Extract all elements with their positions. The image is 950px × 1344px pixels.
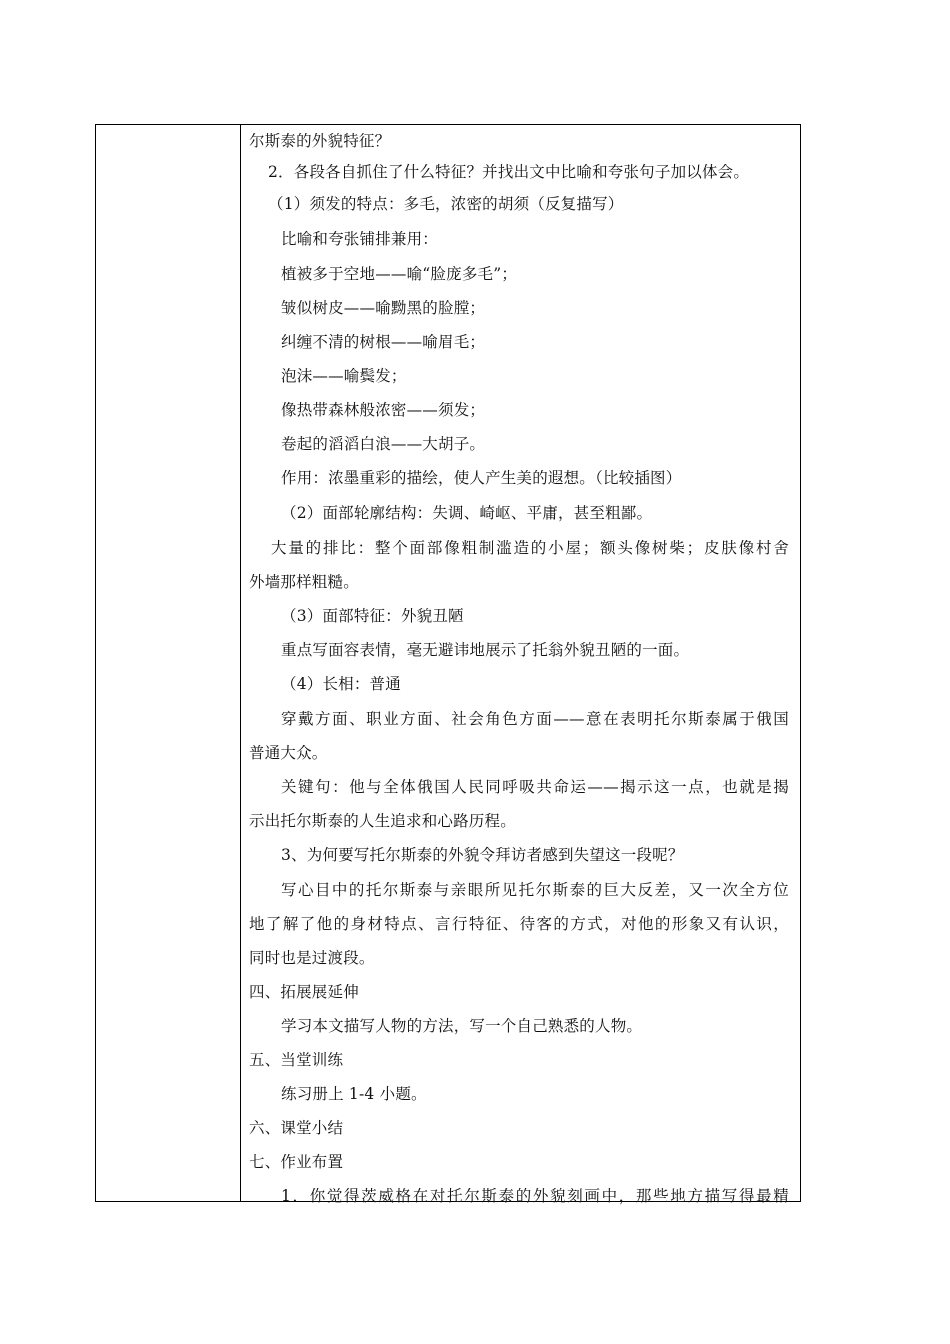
section-7-heading: 七、作业布置 (249, 1153, 344, 1171)
text-line: 学习本文描写人物的方法，写一个自己熟悉的人物。 (281, 1017, 643, 1035)
question-3: 3、为何要写托尔斯泰的外貌令拜访者感到失望这一段呢？ (281, 846, 684, 864)
text-line: 1．你觉得茨威格在对托尔斯泰的外貌刻画中，那些地方描写得最精 (281, 1187, 789, 1205)
text-line: 普通大众。 (249, 744, 328, 762)
text-line: 练习册上 1-4 小题。 (281, 1085, 427, 1103)
point-4-heading: （4）长相：普通 (281, 675, 401, 693)
text-line: 同时也是过渡段。 (249, 949, 375, 967)
lesson-table (95, 124, 801, 1205)
text-line: 纠缠不清的树根——喻眉毛； (281, 333, 486, 351)
table-content-cell (241, 125, 800, 1205)
section-4-heading: 四、拓展展延伸 (249, 983, 359, 1001)
table-left-cell (96, 125, 241, 1201)
section-6-heading: 六、课堂小结 (249, 1119, 344, 1137)
text-line: 示出托尔斯泰的人生追求和心路历程。 (249, 812, 516, 830)
text-line: 外墙那样粗糙。 (249, 573, 359, 591)
text-line: 泡沫——喻鬓发； (281, 367, 407, 385)
text-line: 大量的排比：整个面部像粗制滥造的小屋；额头像树柴；皮肤像村舍 (271, 539, 789, 557)
text-line: 皱似树皮——喻黝黑的脸膛； (281, 299, 486, 317)
text-line: 卷起的滔滔白浪——大胡子。 (281, 435, 486, 453)
point-1-heading: （1）须发的特点：多毛，浓密的胡须（反复描写） (268, 195, 624, 213)
text-line: 植被多于空地——喻“脸庞多毛”； (281, 265, 518, 283)
section-5-heading: 五、当堂训练 (249, 1051, 344, 1069)
text-line: 作用：浓墨重彩的描绘，使人产生美的遐想。（比较插图） (281, 469, 682, 487)
question-2: 2．各段各自抓住了什么特征？并找出文中比喻和夸张句子加以体会。 (268, 163, 750, 181)
text-line: 比喻和夸张铺排兼用： (281, 230, 439, 248)
text-line: 重点写面容表情，毫无避讳地展示了托翁外貌丑陋的一面。 (281, 641, 690, 659)
text-line: 地了解了他的身材特点、言行特征、待客的方式，对他的形象又有认识， (249, 915, 789, 933)
text-line: 写心目中的托尔斯泰与亲眼所见托尔斯泰的巨大反差，又一次全方位 (281, 881, 789, 899)
text-line: 关键句：他与全体俄国人民同呼吸共命运——揭示这一点，也就是揭 (281, 778, 789, 796)
text-line: 像热带森林般浓密——须发； (281, 401, 486, 419)
point-3-heading: （3）面部特征：外貌丑陋 (281, 607, 464, 625)
text-line: 尔斯泰的外貌特征？ (249, 132, 391, 150)
text-line: 穿戴方面、职业方面、社会角色方面——意在表明托尔斯泰属于俄国 (281, 710, 789, 728)
point-2-heading: （2）面部轮廓结构：失调、崎岖、平庸，甚至粗鄙。 (281, 504, 653, 522)
